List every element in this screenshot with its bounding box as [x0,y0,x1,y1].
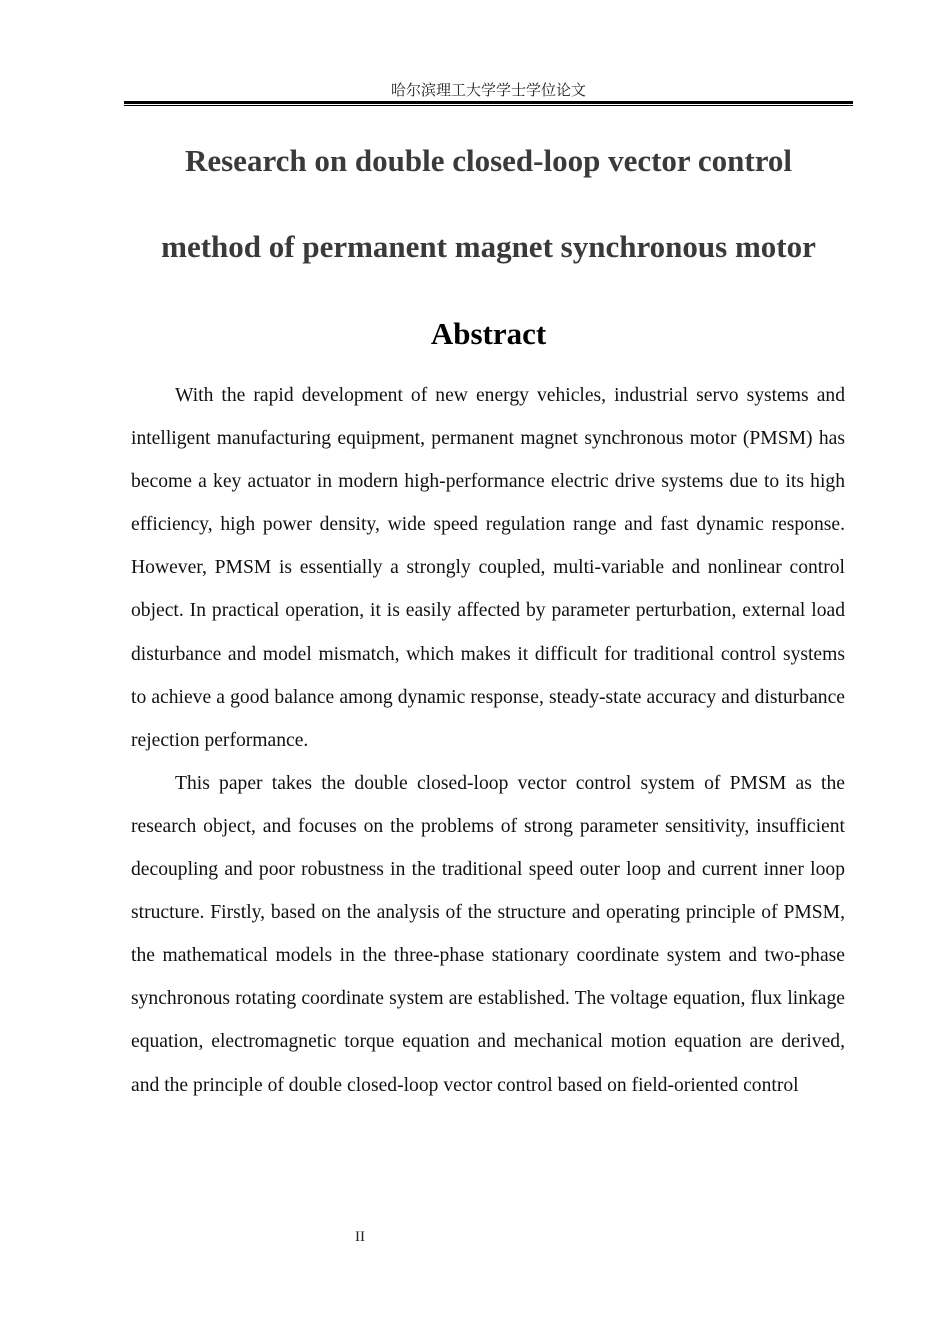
title-line-1: Research on double closed-loop vector control [184,143,793,178]
header-rule-thick [124,101,853,104]
abstract-body [131,374,845,1107]
running-header: 哈尔滨理工大学学士学位论文 [390,81,586,99]
abstract-heading: Abstract [430,316,547,351]
page-number: II [355,1229,365,1245]
title-line-2: method of permanent magnet synchronous motor [161,229,816,264]
header-rule-thin [124,105,853,106]
abstract-paragraph-1: With the rapid development of new energy vehicles, industrial servo systems and intelligent manufacturing equipment, permanent magnet synchronous motor (PMSM) has become a key actuator in modern high-performance electric drive systems due to its high efficiency, high power density, wide speed regulation range and fast dynamic response. However, PMSM is essentially a strongly coupled, multi-variable and nonlinear control object. In practical operation, it is easily affected by parameter perturbation, external load disturbance and model mismatch, which makes it difficult for traditional control systems to achieve a good balance among dynamic response, steady-state accuracy and disturbance rejection performance. [131,385,845,751]
abstract-paragraph-2: This paper takes the double closed-loop vector control system of PMSM as the research object, and focuses on the problems of strong parameter sensitivity, insufficient decoupling and poor robustness in the traditional speed outer loop and current inner loop structure. Firstly, based on the analysis of the structure and operating principle of PMSM, the mathematical models in the three-phase stationary coordinate system and two-phase synchronous rotating coordinate system are established. The voltage equation, flux linkage equation, electromagnetic torque equation and mechanical motion equation are derived, and the principle of double closed-loop vector control based on field-oriented control [131,772,845,1096]
